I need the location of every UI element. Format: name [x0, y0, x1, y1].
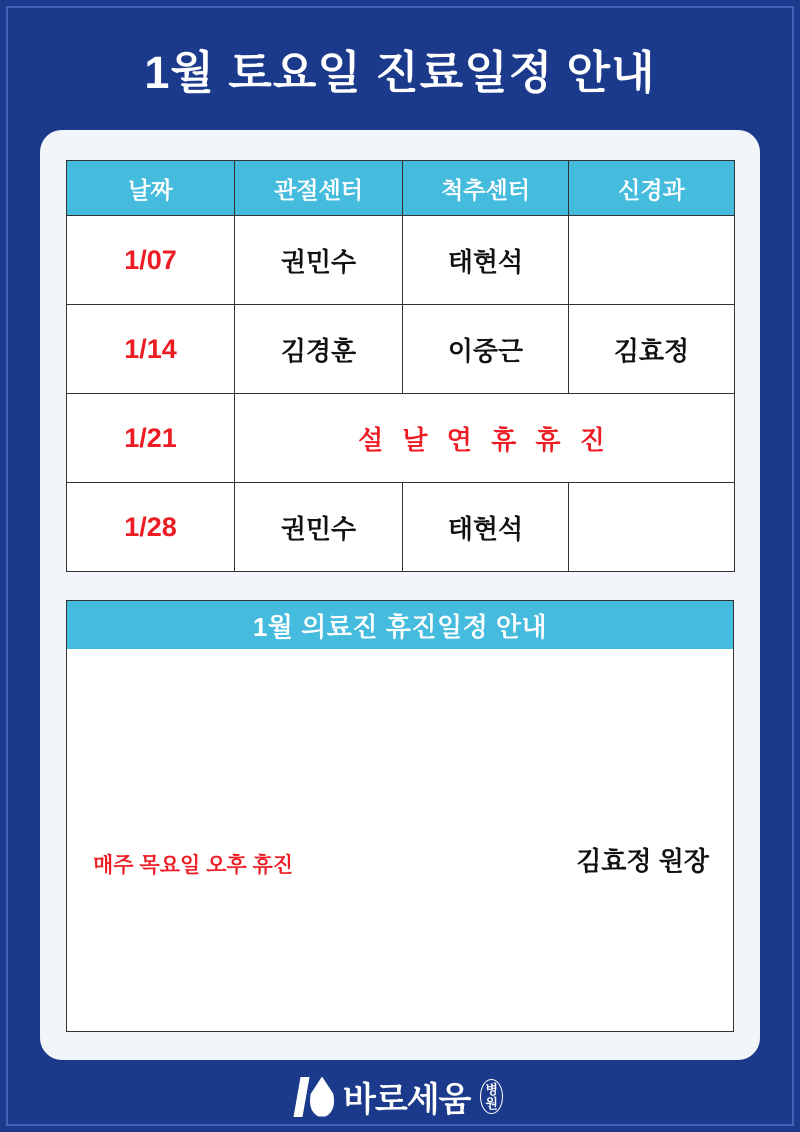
- notice-doctor-name: 김효정 원장: [576, 846, 709, 876]
- hospital-logo-icon: [297, 1075, 335, 1119]
- footer-logo: [0, 1072, 800, 1121]
- column-header-date: 날짜: [67, 161, 235, 216]
- logo-suffix: [480, 1079, 503, 1114]
- table-header-row: [67, 161, 735, 216]
- cell-joint: 김경훈: [235, 305, 403, 394]
- cell-holiday-notice: 설 날 연 휴 휴 진: [235, 394, 735, 483]
- notice-header: 1월 의료진 휴진일정 안내: [67, 601, 733, 649]
- cell-joint: 권민수: [235, 483, 403, 572]
- table-row: [67, 216, 735, 305]
- cell-spine: 태현석: [403, 483, 569, 572]
- table-row-holiday: [67, 394, 735, 483]
- notice-panel: [66, 600, 734, 1032]
- cell-date: 1/14: [67, 305, 235, 394]
- table-row: [67, 483, 735, 572]
- schedule-table: [66, 160, 735, 572]
- cell-date: 1/07: [67, 216, 235, 305]
- cell-neuro: 김효정: [569, 305, 735, 394]
- cell-spine: 이중근: [403, 305, 569, 394]
- column-header-spine-center: 척추센터: [403, 161, 569, 216]
- cell-spine: 태현석: [403, 216, 569, 305]
- cell-date: 1/28: [67, 483, 235, 572]
- cell-neuro: [569, 483, 735, 572]
- cell-joint: 권민수: [235, 216, 403, 305]
- cell-date: 1/21: [67, 394, 235, 483]
- logo-suffix-line2: 원: [485, 1095, 498, 1111]
- cell-neuro: [569, 216, 735, 305]
- logo-name: 바로세움: [343, 1081, 471, 1119]
- logo-suffix-line1: 병: [485, 1081, 498, 1097]
- content-card: [40, 130, 760, 1060]
- column-header-joint-center: 관절센터: [235, 161, 403, 216]
- notice-body: [67, 649, 733, 1031]
- notice-offday-text: 매주 목요일 오후 휴진: [93, 854, 294, 877]
- table-row: [67, 305, 735, 394]
- column-header-neurology: 신경과: [569, 161, 735, 216]
- page-title: 1월 토요일 진료일정 안내: [144, 47, 656, 98]
